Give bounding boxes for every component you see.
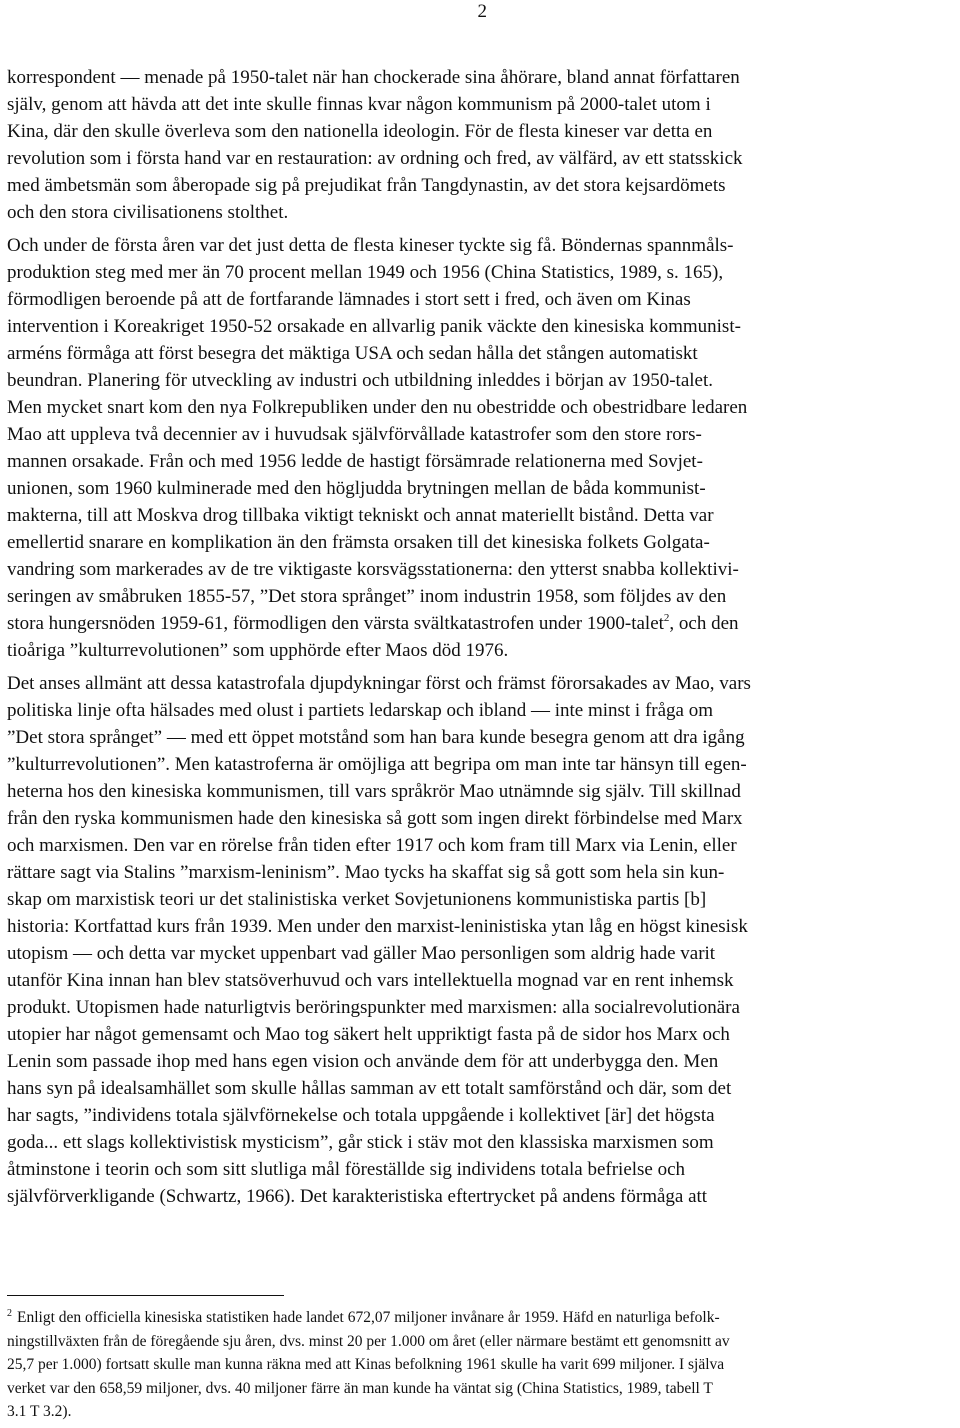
text-line: Lenin som passade ihop med hans egen vision och använde dem för att underbygga den. Men: [7, 1051, 719, 1072]
paragraph-1: [7, 64, 957, 226]
text-line: har sagts, ”individens totala självförnekelse och totala uppgående i kollektivet [är] det högsta: [7, 1105, 715, 1126]
footnote-line: verket var den 658,59 miljoner, dvs. 40 miljoner färre än man kunde ha väntat sig (China Statistics, 1989, tabell T: [7, 1379, 713, 1397]
text-line: ”Det stora språnget” — med ett öppet motstånd som han bara kunde besegra genom att dra igång: [7, 727, 745, 748]
text-line: från den ryska kommunismen hade den kinesiska så gott som ingen direkt förbindelse med Marx: [7, 808, 743, 829]
text-line: historia: Kortfattad kurs från 1939. Men under den marxist-leninistiska ytan låg en högst kinesisk: [7, 916, 748, 937]
text-line: vandring som markerades av de tre viktigaste korsvägsstationerna: den ytterst snabba kollektivi-: [7, 559, 739, 580]
footnote: [7, 1306, 957, 1424]
paragraph-3: [7, 670, 957, 1210]
footnote-line: 25,7 per 1.000) fortsatt skulle man kunna räkna med att Kinas befolkning 1961 skulle ha varit 699 miljoner. I själva: [7, 1356, 725, 1374]
text-line: heterna hos den kinesiska kommunismen, till vars språkrör Mao utnämnde sig själv. Till skillnad: [7, 781, 741, 802]
text-line: och marxismen. Den var en rörelse från tiden efter 1917 och kom fram till Marx via Lenin, eller: [7, 835, 737, 856]
text-line: utanför Kina innan han blev statsöverhuvud och vars intellektuella mognad var en rent inhemsk: [7, 970, 734, 991]
text-line: skap om marxistisk teori ur det stalinistiska verket Sovjetunionens kommunistiska partis [b]: [7, 889, 707, 910]
footnote-reference[interactable]: 2: [663, 612, 670, 624]
text-line: utopier har något gemensamt och Mao tog säkert helt uppriktigt fasta på de sidor hos Marx och: [7, 1024, 730, 1045]
text-line: rättare sagt via Stalins ”marxism-leninism”. Mao tycks ha skaffat sig så gott som hela sin kun-: [7, 862, 725, 883]
text-line: arméns förmåga att först besegra det mäktiga USA och sedan hålla det stången automatiskt: [7, 343, 698, 364]
text-line: med ämbetsmän som åberopade sig på prejudikat från Tangdynastin, av det stora kejsardömets: [7, 175, 726, 196]
text-line: seringen av småbruken 1855-57, ”Det stora språnget” inom industrin 1958, som följdes av den: [7, 586, 727, 607]
text-line: goda... ett slags kollektivistisk mysticism”, går stick i stäv mot den klassiska marxismen som: [7, 1132, 714, 1153]
text-line: tioåriga ”kulturrevolutionen” som upphörde efter Maos död 1976.: [7, 640, 509, 661]
text-line: revolution som i första hand var en restauration: av ordning och fred, av välfärd, av ett statsskick: [7, 148, 743, 169]
text-fragment: , och den: [669, 613, 739, 634]
text-line: Kina, där den skulle överleva som den nationella ideologin. För de flesta kineser var detta en: [7, 121, 713, 142]
text-line: emellertid snarare en komplikation än den främsta orsaken till det kinesiska folkets Golgata-: [7, 532, 710, 553]
text-line: Och under de första åren var det just detta de flesta kineser tyckte sig få. Böndernas spannmåls-: [7, 235, 734, 256]
text-line: unionen, som 1960 kulminerade med den högljudda brytningen mellan de båda kommunist-: [7, 478, 706, 499]
text-line: och den stora civilisationens stolthet.: [7, 202, 289, 223]
footnote-line: ningstillväxten från de föregående sju åren, dvs. minst 20 per 1.000 om året (eller närmare bestämt ett genomsnitt av: [7, 1332, 730, 1350]
text-line: förmodligen beroende på att de fortfarande lämnades i stort sett i fred, och även om Kinas: [7, 289, 691, 310]
text-line: själv, genom att hävda att det inte skulle finnas kvar någon kommunism på 2000-talet utom i: [7, 94, 711, 115]
text-line: åtminstone i teorin och som sitt slutliga mål föreställde sig individens totala befrielse och: [7, 1159, 686, 1180]
text-line: Men mycket snart kom den nya Folkrepubliken under den nu obestridde och obestridbare ledaren: [7, 397, 748, 418]
text-line: utopism — och detta var mycket uppenbart vad gäller Mao personligen som aldrig hade varit: [7, 943, 716, 964]
text-line: makterna, till att Moskva drog tillbaka viktigt tekniskt och annat materiellt bistånd. Detta var: [7, 505, 714, 526]
text-line: produktion steg med mer än 70 procent mellan 1949 och 1956 (China Statistics, 1989, s. 165),: [7, 262, 724, 283]
text-line: Det anses allmänt att dessa katastrofala djupdykningar först och främst förorsakades av Mao, vars: [7, 673, 751, 694]
paragraph-2: [7, 232, 957, 664]
text-line: självförverkligande (Schwartz, 1966). Det karakteristiska eftertrycket på andens förmåga att: [7, 1186, 708, 1207]
text-line: hans syn på idealsamhället som skulle hållas samman av ett totalt samförstånd och där, som det: [7, 1078, 732, 1099]
footnote-marker: 2: [7, 1308, 12, 1319]
text-fragment: Enligt den officiella kinesiska statistiken hade landet 672,07 miljoner invånare år 1959. Häfd en naturliga befolk-: [17, 1309, 720, 1326]
page-number: 2: [477, 1, 487, 22]
text-fragment: stora hungersnöden 1959-61, förmodligen den värsta svältkatastrofen under 1900-talet: [7, 613, 664, 634]
body-text: [7, 64, 957, 1210]
footnote-line: 3.1 T 3.2).: [7, 1403, 72, 1421]
text-line: korrespondent — menade på 1950-talet när han chockerade sina åhörare, bland annat författaren: [7, 67, 740, 88]
text-line: beundran. Planering för utveckling av industri och utbildning inleddes i början av 1950-talet.: [7, 370, 714, 391]
footnote-divider: [7, 1295, 284, 1296]
footnote-first-line: [7, 1306, 957, 1330]
text-line: produkt. Utopismen hade naturligtvis beröringspunkter med marxismen: alla socialrevolutionära: [7, 997, 740, 1018]
text-line: Mao att uppleva två decennier av i huvudsak självförvållade katastrofer som den store rors-: [7, 424, 702, 445]
text-line: intervention i Koreakriget 1950-52 orsakade en allvarlig panik väckte den kinesiska kommunist-: [7, 316, 741, 337]
text-line: politiska linje ofta hälsades med olust i partiets ledarskap och ibland — inte minst i fråga om: [7, 700, 714, 721]
text-line: ”kulturrevolutionen”. Men katastroferna är omöjliga att begripa om man inte tar hänsyn till egen-: [7, 754, 747, 775]
text-line: mannen orsakade. Från och med 1956 ledde de hastigt försämrade relationerna med Sovjet-: [7, 451, 703, 472]
text-line-with-footnote-ref: [7, 610, 957, 637]
